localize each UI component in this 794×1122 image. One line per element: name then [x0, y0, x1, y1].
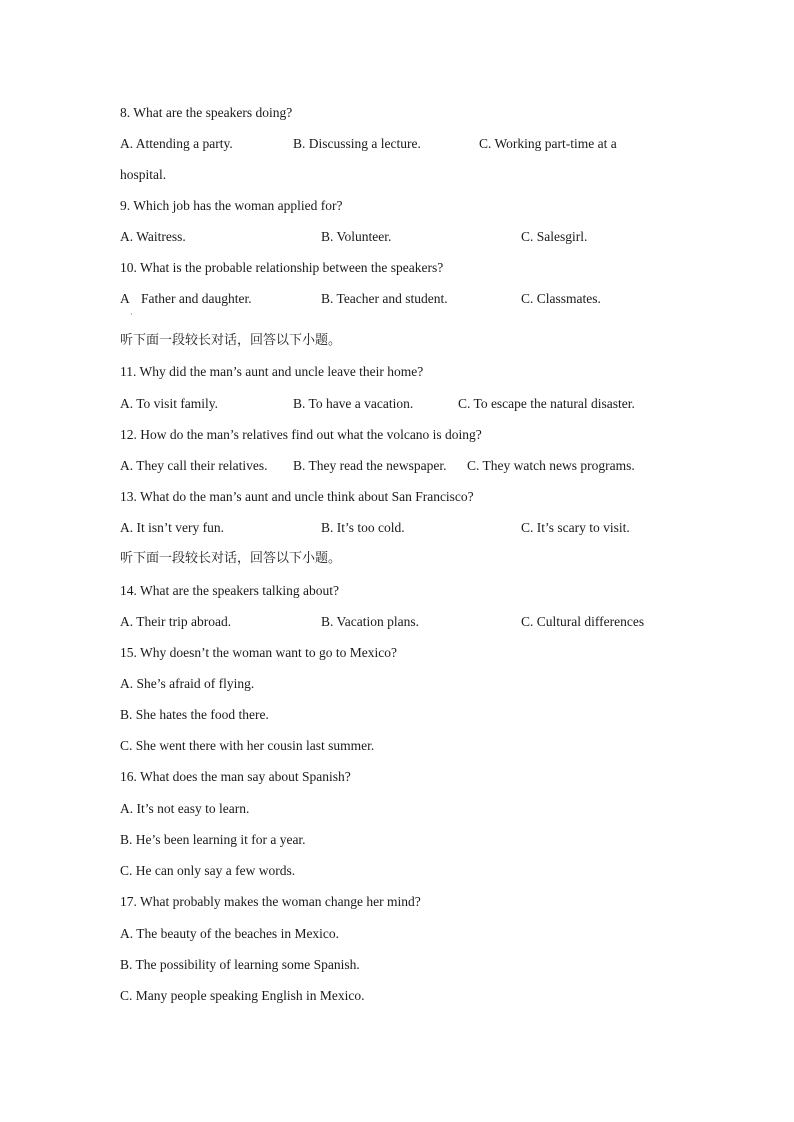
section-instruction-1: 听下面一段较长对话，回答以下小题。 [120, 333, 342, 348]
question-8-option-c: C. Working part-time at a [479, 136, 617, 151]
question-15-option-b: B. She hates the food there. [120, 707, 269, 722]
question-9-option-a: A. Waitress. [120, 229, 186, 244]
question-10-option-a-dot: · [130, 310, 133, 319]
question-11-option-b: B. To have a vacation. [293, 396, 414, 411]
question-8-option-b: B. Discussing a lecture. [293, 136, 421, 151]
question-12-option-a: A. They call their relatives. [120, 458, 268, 473]
section-instruction-2: 听下面一段较长对话，回答以下小题。 [120, 551, 342, 566]
question-17-stem: 17. What probably makes the woman change her mind? [120, 894, 421, 909]
question-14-option-a: A. Their trip abroad. [120, 614, 232, 629]
question-15-option-c: C. She went there with her cousin last summer. [120, 738, 375, 753]
question-13-option-a: A. It isn’t very fun. [120, 520, 224, 535]
question-15-option-a: A. She’s afraid of flying. [120, 676, 255, 691]
question-16-stem: 16. What does the man say about Spanish? [120, 769, 351, 784]
question-16-option-c: C. He can only say a few words. [120, 863, 296, 878]
question-14-option-c: C. Cultural differences [521, 614, 645, 629]
question-17-option-c: C. Many people speaking English in Mexico. [120, 988, 365, 1003]
question-12-option-b: B. They read the newspaper. [293, 458, 447, 473]
question-9-option-b: B. Volunteer. [321, 229, 392, 244]
question-13-option-b: B. It’s too cold. [321, 520, 405, 535]
question-12-stem: 12. How do the man’s relatives find out what the volcano is doing? [120, 427, 482, 442]
question-11-stem: 11. Why did the man’s aunt and uncle leave their home? [120, 364, 424, 379]
question-10-option-b: B. Teacher and student. [321, 291, 448, 306]
question-17-option-a: A. The beauty of the beaches in Mexico. [120, 926, 340, 941]
question-8-option-c-continued: hospital. [120, 167, 167, 182]
question-8-stem: 8. What are the speakers doing? [120, 105, 293, 120]
question-8-option-a: A. Attending a party. [120, 136, 233, 151]
question-11-option-c: C. To escape the natural disaster. [458, 396, 635, 411]
question-14-option-b: B. Vacation plans. [321, 614, 419, 629]
question-10-option-a: Father and daughter. [141, 291, 252, 306]
question-10-option-c: C. Classmates. [521, 291, 601, 306]
question-17-option-b: B. The possibility of learning some Spanish. [120, 957, 360, 972]
question-13-option-c: C. It’s scary to visit. [521, 520, 630, 535]
question-16-option-b: B. He’s been learning it for a year. [120, 832, 306, 847]
question-12-option-c: C. They watch news programs. [467, 458, 635, 473]
question-10-option-a-letter: A [120, 291, 130, 306]
question-9-stem: 9. Which job has the woman applied for? [120, 198, 343, 213]
question-10-stem: 10. What is the probable relationship between the speakers? [120, 260, 444, 275]
question-13-stem: 13. What do the man’s aunt and uncle think about San Francisco? [120, 489, 474, 504]
question-15-stem: 15. Why doesn’t the woman want to go to Mexico? [120, 645, 397, 660]
question-16-option-a: A. It’s not easy to learn. [120, 801, 250, 816]
question-11-option-a: A. To visit family. [120, 396, 219, 411]
question-14-stem: 14. What are the speakers talking about? [120, 583, 340, 598]
question-9-option-c: C. Salesgirl. [521, 229, 588, 244]
